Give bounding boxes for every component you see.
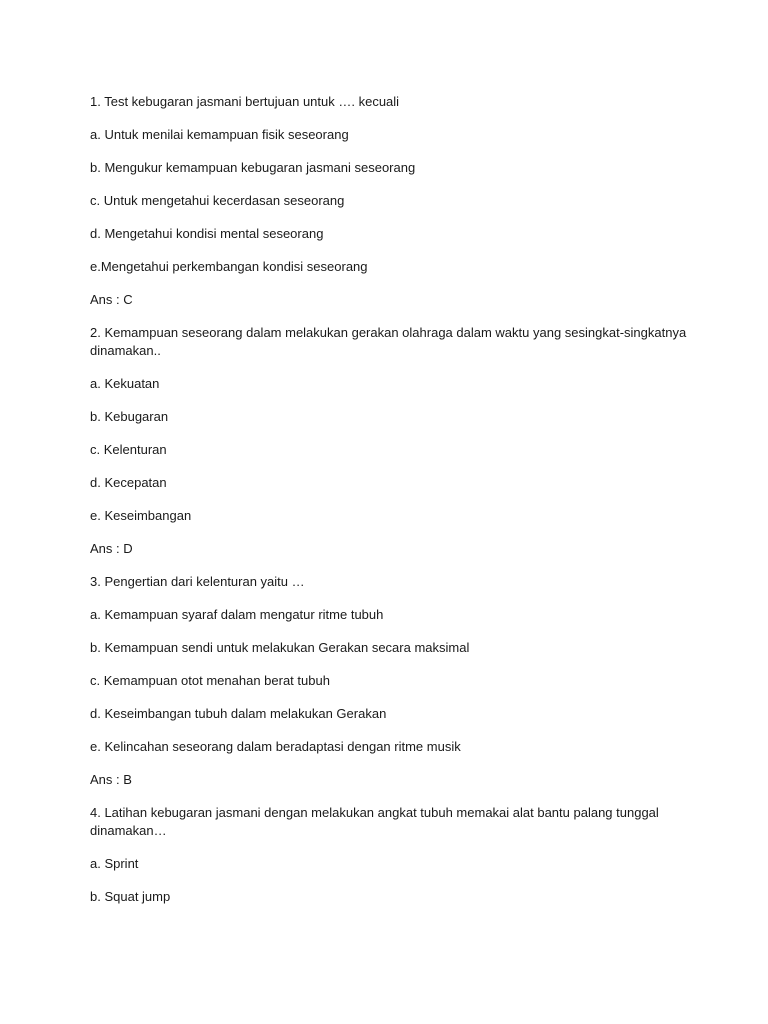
question-2-option-b: b. Kebugaran	[90, 409, 169, 424]
question-1-option-d: d. Mengetahui kondisi mental seseorang	[90, 226, 324, 241]
question-2-answer: Ans : D	[90, 541, 133, 556]
question-4-option-b: b. Squat jump	[90, 889, 171, 904]
question-4-text: 4. Latihan kebugaran jasmani dengan melakukan angkat tubuh memakai alat bantu palang tunggal dinamakan…	[90, 805, 659, 838]
question-2-option-a: a. Kekuatan	[90, 376, 160, 391]
question-3-text: 3. Pengertian dari kelenturan yaitu …	[90, 574, 305, 589]
question-1-option-e: e.Mengetahui perkembangan kondisi seseorang	[90, 259, 368, 274]
question-2-option-e: e. Keseimbangan	[90, 508, 192, 523]
question-1-answer: Ans : C	[90, 292, 133, 307]
question-3-option-d: d. Keseimbangan tubuh dalam melakukan Gerakan	[90, 706, 387, 721]
question-2-text: 2. Kemampuan seseorang dalam melakukan gerakan olahraga dalam waktu yang sesingkat-singkatnya dinamakan..	[90, 325, 687, 358]
question-4-option-a: a. Sprint	[90, 856, 139, 871]
question-3-option-b: b. Kemampuan sendi untuk melakukan Gerakan secara maksimal	[90, 640, 470, 655]
question-2-option-d: d. Kecepatan	[90, 475, 167, 490]
question-3-option-c: c. Kemampuan otot menahan berat tubuh	[90, 673, 330, 688]
question-1-option-a: a. Untuk menilai kemampuan fisik seseorang	[90, 127, 349, 142]
question-1-option-b: b. Mengukur kemampuan kebugaran jasmani seseorang	[90, 160, 416, 175]
question-2-option-c: c. Kelenturan	[90, 442, 167, 457]
document-body	[90, 93, 690, 921]
question-3-option-a: a. Kemampuan syaraf dalam mengatur ritme tubuh	[90, 607, 384, 622]
question-3-option-e: e. Kelincahan seseorang dalam beradaptasi dengan ritme musik	[90, 739, 461, 754]
question-1-text: 1. Test kebugaran jasmani bertujuan untuk …. kecuali	[90, 94, 400, 109]
question-1-option-c: c. Untuk mengetahui kecerdasan seseorang	[90, 193, 345, 208]
question-3-answer: Ans : B	[90, 772, 132, 787]
